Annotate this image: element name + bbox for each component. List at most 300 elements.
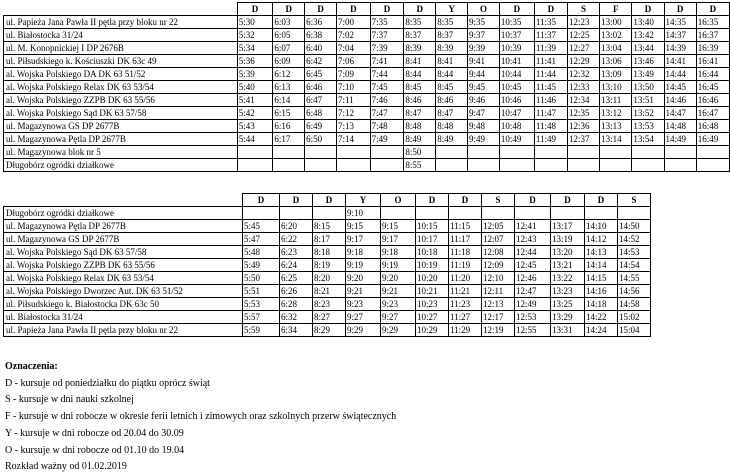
departure-time: 12:05 [482, 220, 515, 233]
header-blank-cell [4, 194, 243, 207]
day-code-header: D [534, 3, 567, 16]
departure-time [370, 146, 404, 159]
departure-time: 8:21 [313, 285, 346, 298]
departure-time: 7:41 [370, 55, 404, 68]
table-row [4, 94, 730, 107]
departure-time: 7:48 [370, 120, 404, 133]
departure-time: 13:17 [551, 220, 585, 233]
legend-line: Y - kursuje w dni robocze od 20.04 do 30.09 [5, 427, 184, 439]
departure-time: 9:47 [468, 107, 500, 120]
stop-name: ul. Magazynowa Pętla DP 2677B [4, 133, 238, 146]
departure-time: 6:48 [305, 107, 337, 120]
departure-time: 6:14 [273, 94, 305, 107]
table-row [4, 133, 730, 146]
departure-time: 6:17 [273, 133, 305, 146]
departure-time: 6:16 [273, 120, 305, 133]
table-row [4, 298, 651, 311]
departure-time: 9:23 [346, 298, 381, 311]
departure-time [618, 207, 651, 220]
departure-time: 14:16 [585, 285, 618, 298]
table-row [4, 246, 651, 259]
departure-time: 11:44 [534, 68, 567, 81]
departure-time: 8:55 [404, 159, 436, 172]
departure-time: 8:20 [313, 272, 346, 285]
departure-time: 12:29 [567, 55, 599, 68]
departure-time: 8:45 [404, 81, 436, 94]
departure-time: 11:45 [534, 81, 567, 94]
departure-time: 7:04 [337, 42, 371, 55]
departure-time: 16:39 [696, 42, 729, 55]
day-code-header: O [381, 194, 416, 207]
departure-time: 13:44 [632, 42, 664, 55]
departure-time: 11:23 [449, 298, 482, 311]
stop-name: ul. Magazynowa GS DP 2677B [4, 233, 243, 246]
departure-time: 10:39 [499, 42, 534, 55]
departure-time: 9:19 [381, 259, 416, 272]
departure-time: 6:05 [273, 29, 305, 42]
departure-time: 14:24 [585, 324, 618, 337]
stop-name: ul. Papieża Jana Pawła II pętla przy bloku nr 22 [4, 324, 243, 337]
table-row [4, 159, 730, 172]
table-row [4, 146, 730, 159]
day-code-header: D [416, 194, 449, 207]
table-row [4, 272, 651, 285]
departure-time: 6:42 [305, 55, 337, 68]
departure-time: 8:44 [436, 68, 468, 81]
departure-time: 12:19 [482, 324, 515, 337]
departure-time: 14:41 [664, 55, 696, 68]
legend-line: F - kursuje w dni robocze w okresie ferii letnich i zimowych oraz szkolnych przerw świątecznych [5, 411, 397, 423]
departure-time: 9:45 [468, 81, 500, 94]
departure-time: 12:13 [482, 298, 515, 311]
departure-time: 6:24 [280, 259, 313, 272]
departure-time: 14:37 [664, 29, 696, 42]
departure-time: 14:52 [618, 233, 651, 246]
departure-time: 11:19 [449, 259, 482, 272]
departure-time: 14:14 [585, 259, 618, 272]
departure-time: 8:17 [313, 233, 346, 246]
legend [5, 359, 396, 476]
timetable-return [3, 193, 651, 337]
departure-time [273, 146, 305, 159]
departure-time: 6:20 [280, 220, 313, 233]
departure-time: 5:45 [243, 220, 280, 233]
departure-time: 12:41 [515, 220, 551, 233]
departure-time [468, 159, 500, 172]
departure-time [436, 146, 468, 159]
departure-time: 9:20 [381, 272, 416, 285]
header-blank-cell [4, 3, 238, 16]
departure-time [600, 159, 632, 172]
departure-time: 12:17 [482, 311, 515, 324]
departure-time: 14:12 [585, 233, 618, 246]
departure-time: 13:50 [632, 81, 664, 94]
departure-time: 7:10 [337, 81, 371, 94]
stop-name: ul. Magazynowa GS DP 2677B [4, 120, 238, 133]
departure-time: 16:46 [696, 94, 729, 107]
departure-time: 14:58 [618, 298, 651, 311]
departure-time: 13:46 [632, 55, 664, 68]
departure-time: 8:37 [404, 29, 436, 42]
departure-time [337, 159, 371, 172]
table-row [4, 55, 730, 68]
departure-time: 10:15 [416, 220, 449, 233]
departure-time [305, 159, 337, 172]
departure-time [305, 146, 337, 159]
day-code-header: D [305, 3, 337, 16]
departure-time: 9:35 [468, 16, 500, 29]
departure-time: 14:53 [618, 246, 651, 259]
day-code-header: D [585, 194, 618, 207]
departure-time: 10:46 [499, 94, 534, 107]
departure-time: 6:09 [273, 55, 305, 68]
stop-name: al. Wojska Polskiego Dworzec Aut. DK 63 51/52 [4, 285, 243, 298]
departure-time [482, 207, 515, 220]
departure-time [499, 159, 534, 172]
day-code-header: S [618, 194, 651, 207]
departure-time [664, 159, 696, 172]
stop-name: Długobórz ogródki działkowe [4, 159, 238, 172]
legend-line: O - kursuje w dni robocze od 01.10 do 19.04 [5, 444, 185, 456]
table-row [4, 207, 651, 220]
departure-time: 9:17 [346, 233, 381, 246]
departure-time: 10:37 [499, 29, 534, 42]
departure-time [243, 207, 280, 220]
departure-time [534, 159, 567, 172]
departure-time: 5:32 [237, 29, 273, 42]
stop-name: ul. Piłsudskiego k. Kościuszki DK 63c 49 [4, 55, 238, 68]
departure-time: 6:36 [305, 16, 337, 29]
departure-time: 8:46 [436, 94, 468, 107]
departure-time: 9:23 [381, 298, 416, 311]
departure-time: 13:19 [551, 233, 585, 246]
departure-time: 10:29 [416, 324, 449, 337]
departure-time [416, 207, 449, 220]
departure-time: 10:17 [416, 233, 449, 246]
departure-time: 8:35 [404, 16, 436, 29]
stop-name: al. Wojska Polskiego Relax DK 63 53/54 [4, 81, 238, 94]
departure-time: 9:21 [381, 285, 416, 298]
departure-time [534, 146, 567, 159]
departure-time [585, 207, 618, 220]
departure-time: 13:11 [600, 94, 632, 107]
departure-time: 12:36 [567, 120, 599, 133]
stop-name: ul. Piłsudskiego k. Białostocka DK 63c 50 [4, 298, 243, 311]
departure-time: 8:41 [404, 55, 436, 68]
table-row [4, 233, 651, 246]
departure-time: 12:49 [515, 298, 551, 311]
departure-time: 16:44 [696, 68, 729, 81]
stop-name: al. Wojska Polskiego ZZPB DK 63 55/56 [4, 259, 243, 272]
departure-time: 5:39 [237, 68, 273, 81]
departure-time: 9:21 [346, 285, 381, 298]
departure-time: 13:25 [551, 298, 585, 311]
departure-time: 9:17 [381, 233, 416, 246]
departure-time: 6:22 [280, 233, 313, 246]
departure-time: 6:28 [280, 298, 313, 311]
departure-time: 6:32 [280, 311, 313, 324]
departure-time: 11:35 [534, 16, 567, 29]
day-code-header: D [243, 194, 280, 207]
departure-time: 10:49 [499, 133, 534, 146]
departure-time [273, 159, 305, 172]
departure-time: 8:47 [436, 107, 468, 120]
departure-time: 5:40 [237, 81, 273, 94]
header-row [4, 194, 651, 207]
departure-time: 13:02 [600, 29, 632, 42]
day-code-header: D [273, 3, 305, 16]
departure-time [436, 159, 468, 172]
departure-time [280, 207, 313, 220]
departure-time [696, 146, 729, 159]
departure-time: 9:41 [468, 55, 500, 68]
departure-time [337, 146, 371, 159]
day-code-header: F [600, 3, 632, 16]
departure-time [468, 146, 500, 159]
table-row [4, 259, 651, 272]
departure-time [370, 159, 404, 172]
departure-time: 10:18 [416, 246, 449, 259]
departure-time [551, 207, 585, 220]
departure-time: 13:14 [600, 133, 632, 146]
departure-time: 14:50 [618, 220, 651, 233]
departure-time: 5:43 [237, 120, 273, 133]
departure-time: 14:55 [618, 272, 651, 285]
departure-time: 5:50 [243, 272, 280, 285]
departure-time: 10:23 [416, 298, 449, 311]
table-row [4, 220, 651, 233]
departure-time: 5:51 [243, 285, 280, 298]
departure-time: 13:00 [600, 16, 632, 29]
table-row [4, 16, 730, 29]
departure-time: 8:48 [404, 120, 436, 133]
departure-time: 14:54 [618, 259, 651, 272]
departure-time: 7:12 [337, 107, 371, 120]
day-code-header: D [370, 3, 404, 16]
departure-time: 10:44 [499, 68, 534, 81]
departure-time: 7:37 [370, 29, 404, 42]
departure-time: 6:50 [305, 133, 337, 146]
departure-time [449, 207, 482, 220]
departure-time: 7:00 [337, 16, 371, 29]
departure-time: 7:02 [337, 29, 371, 42]
legend-line: D - kursuje od poniedziałku do piątku oprócz świąt [5, 377, 210, 389]
departure-time: 9:18 [381, 246, 416, 259]
departure-time: 11:27 [449, 311, 482, 324]
departure-time: 13:22 [551, 272, 585, 285]
departure-time [381, 207, 416, 220]
departure-time [696, 159, 729, 172]
departure-time: 8:15 [313, 220, 346, 233]
departure-time: 11:47 [534, 107, 567, 120]
departure-time: 13:51 [632, 94, 664, 107]
departure-time [600, 146, 632, 159]
day-code-header: D [664, 3, 696, 16]
validity-date: Rozkład ważny od 01.02.2019 [5, 461, 127, 473]
departure-time: 8:27 [313, 311, 346, 324]
stop-name: ul. M. Konopnickiej I DP 2676B [4, 42, 238, 55]
departure-time: 8:35 [436, 16, 468, 29]
departure-time: 14:35 [664, 16, 696, 29]
departure-time: 13:29 [551, 311, 585, 324]
departure-time: 14:46 [664, 94, 696, 107]
departure-time: 9:29 [346, 324, 381, 337]
departure-time: 12:53 [515, 311, 551, 324]
departure-time: 11:41 [534, 55, 567, 68]
departure-time: 5:53 [243, 298, 280, 311]
departure-time: 11:18 [449, 246, 482, 259]
departure-time: 5:30 [237, 16, 273, 29]
departure-time [567, 146, 599, 159]
departure-time: 13:10 [600, 81, 632, 94]
departure-time: 16:37 [696, 29, 729, 42]
departure-time: 14:49 [664, 133, 696, 146]
day-code-header: O [468, 3, 500, 16]
departure-time: 9:10 [346, 207, 381, 220]
departure-time: 8:49 [404, 133, 436, 146]
departure-time: 10:21 [416, 285, 449, 298]
departure-time: 12:43 [515, 233, 551, 246]
departure-time: 6:46 [305, 81, 337, 94]
departure-time: 12:23 [567, 16, 599, 29]
departure-time [499, 146, 534, 159]
departure-time: 16:35 [696, 16, 729, 29]
departure-time: 5:34 [237, 42, 273, 55]
departure-time: 7:14 [337, 133, 371, 146]
departure-time: 6:49 [305, 120, 337, 133]
departure-time: 9:15 [381, 220, 416, 233]
departure-time: 12:32 [567, 68, 599, 81]
day-code-header: D [499, 3, 534, 16]
departure-time: 12:45 [515, 259, 551, 272]
stop-name: al. Wojska Polskiego DA DK 63 51/52 [4, 68, 238, 81]
departure-time: 13:09 [600, 68, 632, 81]
departure-time: 8:39 [436, 42, 468, 55]
departure-time: 11:37 [534, 29, 567, 42]
table-row [4, 81, 730, 94]
departure-time: 13:23 [551, 285, 585, 298]
stop-name: ul. Magazynowa Pętla DP 2677B [4, 220, 243, 233]
day-code-header: D [313, 194, 346, 207]
departure-time: 10:47 [499, 107, 534, 120]
departure-time: 7:11 [337, 94, 371, 107]
departure-time: 11:29 [449, 324, 482, 337]
departure-time: 5:59 [243, 324, 280, 337]
departure-time: 12:34 [567, 94, 599, 107]
departure-time: 8:41 [436, 55, 468, 68]
departure-time: 16:48 [696, 120, 729, 133]
departure-time: 10:41 [499, 55, 534, 68]
stop-name: al. Wojska Polskiego Sąd DK 63 57/58 [4, 246, 243, 259]
departure-time: 6:13 [273, 81, 305, 94]
stop-name: ul. Białostocka 31/24 [4, 311, 243, 324]
day-code-header: Y [436, 3, 468, 16]
departure-time: 14:47 [664, 107, 696, 120]
departure-time: 13:42 [632, 29, 664, 42]
departure-time: 8:49 [436, 133, 468, 146]
departure-time: 13:12 [600, 107, 632, 120]
departure-time: 5:41 [237, 94, 273, 107]
departure-time: 9:27 [381, 311, 416, 324]
departure-time: 7:06 [337, 55, 371, 68]
departure-time: 9:15 [346, 220, 381, 233]
departure-time: 6:23 [280, 246, 313, 259]
departure-time [237, 146, 273, 159]
departure-time: 7:39 [370, 42, 404, 55]
departure-time: 12:33 [567, 81, 599, 94]
table-row [4, 285, 651, 298]
departure-time: 14:45 [664, 81, 696, 94]
departure-time: 6:38 [305, 29, 337, 42]
timetable-outbound [3, 2, 730, 172]
day-code-header: D [551, 194, 585, 207]
departure-time [313, 207, 346, 220]
departure-time: 10:35 [499, 16, 534, 29]
departure-time: 13:54 [632, 133, 664, 146]
legend-line: S - kursuje w dni nauki szkolnej [5, 394, 134, 406]
departure-time: 8:19 [313, 259, 346, 272]
departure-time: 6:34 [280, 324, 313, 337]
departure-time: 11:17 [449, 233, 482, 246]
departure-time [237, 159, 273, 172]
header-row [4, 3, 730, 16]
departure-time: 6:15 [273, 107, 305, 120]
departure-time: 9:19 [346, 259, 381, 272]
departure-time: 11:39 [534, 42, 567, 55]
departure-time: 6:25 [280, 272, 313, 285]
departure-time: 13:40 [632, 16, 664, 29]
departure-time: 8:37 [436, 29, 468, 42]
departure-time: 12:11 [482, 285, 515, 298]
departure-time: 9:29 [381, 324, 416, 337]
departure-time: 13:21 [551, 259, 585, 272]
stop-name: al. Wojska Polskiego Relax DK 63 53/54 [4, 272, 243, 285]
stop-name: al. Wojska Polskiego ZZPB DK 63 55/56 [4, 94, 238, 107]
stop-name: al. Wojska Polskiego Sąd DK 63 57/58 [4, 107, 238, 120]
departure-time: 12:10 [482, 272, 515, 285]
departure-time: 11:20 [449, 272, 482, 285]
departure-time: 13:20 [551, 246, 585, 259]
departure-time: 7:35 [370, 16, 404, 29]
departure-time: 14:10 [585, 220, 618, 233]
departure-time: 8:39 [404, 42, 436, 55]
table-row [4, 29, 730, 42]
departure-time: 13:31 [551, 324, 585, 337]
departure-time: 6:07 [273, 42, 305, 55]
departure-time: 12:08 [482, 246, 515, 259]
departure-time: 16:45 [696, 81, 729, 94]
departure-time: 13:53 [632, 120, 664, 133]
departure-time: 8:29 [313, 324, 346, 337]
departure-time: 10:48 [499, 120, 534, 133]
departure-time: 14:48 [664, 120, 696, 133]
day-code-header: D [696, 3, 729, 16]
departure-time: 10:45 [499, 81, 534, 94]
stop-name: ul. Magazynowa blok nr 5 [4, 146, 238, 159]
departure-time: 10:19 [416, 259, 449, 272]
departure-time: 9:37 [468, 29, 500, 42]
departure-time: 7:44 [370, 68, 404, 81]
stop-name: ul. Papieża Jana Pawła II pętla przy bloku nr 22 [4, 16, 238, 29]
departure-time [632, 146, 664, 159]
departure-time: 13:52 [632, 107, 664, 120]
departure-time: 9:48 [468, 120, 500, 133]
table-row [4, 68, 730, 81]
departure-time: 12:46 [515, 272, 551, 285]
departure-time: 10:27 [416, 311, 449, 324]
day-code-header: S [482, 194, 515, 207]
departure-time: 16:49 [696, 133, 729, 146]
